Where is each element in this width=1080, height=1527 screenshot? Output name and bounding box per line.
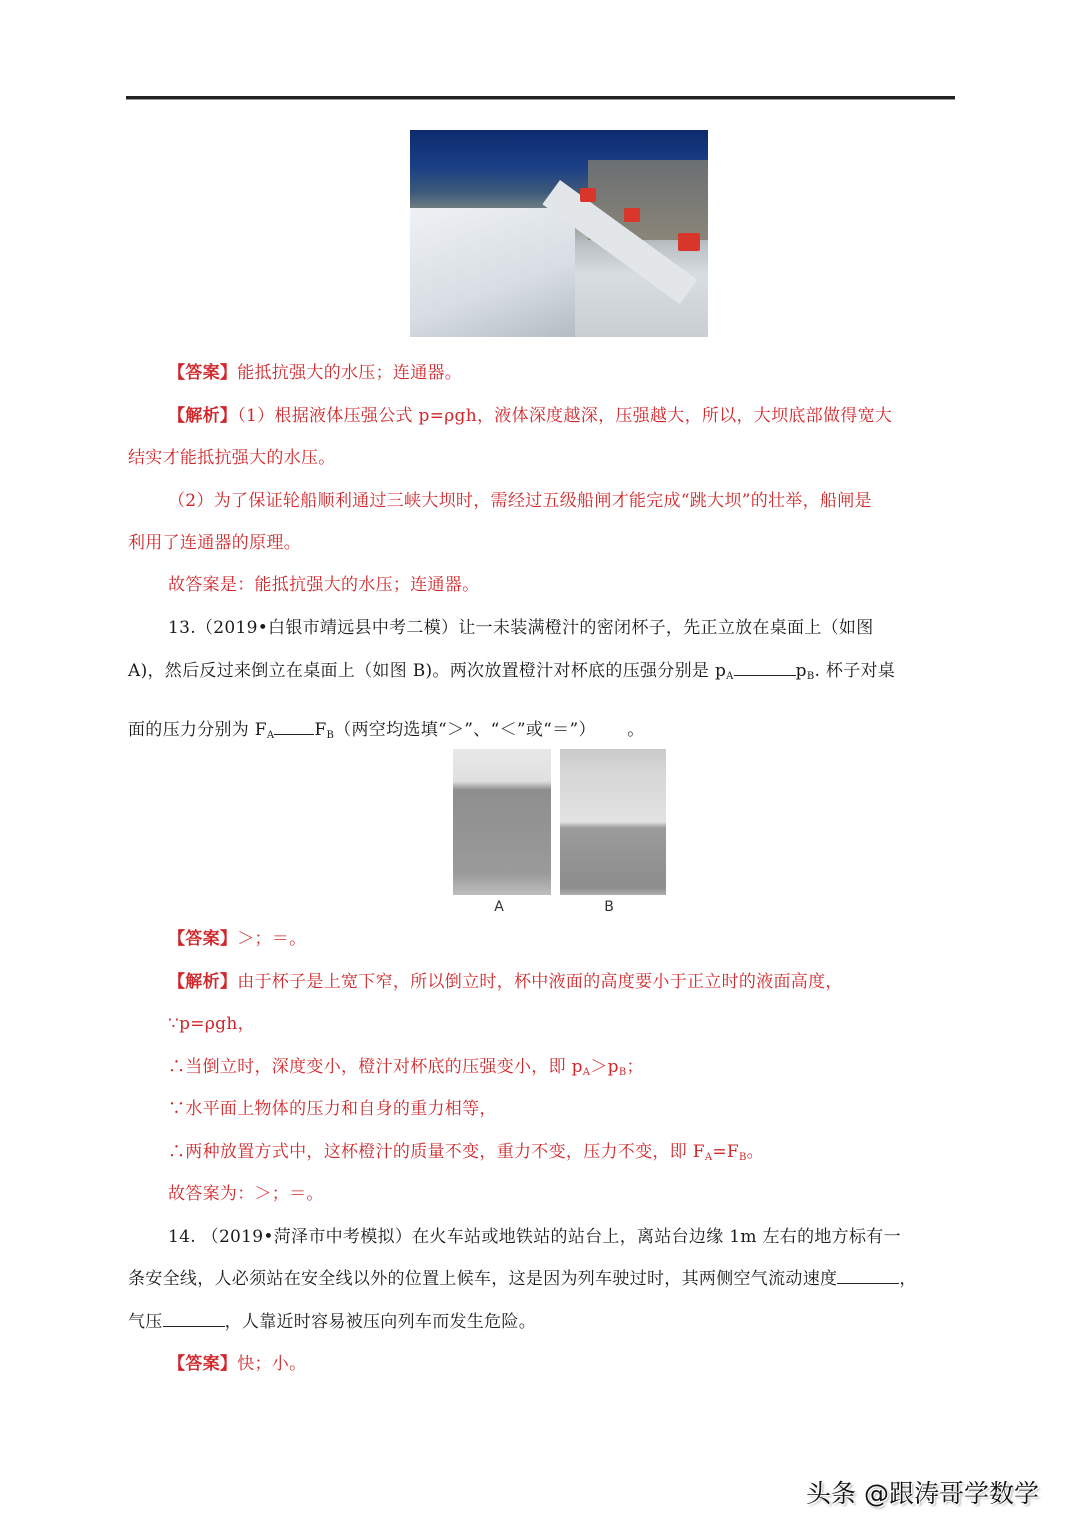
q14-line1: 14. （2019•菏泽市中考模拟）在火车站或地铁站的站台上，离站台边缘 1m 左右的地方标有一 bbox=[168, 1227, 901, 1247]
figure-label-a: A bbox=[494, 899, 504, 915]
q13-line2 bbox=[128, 660, 958, 688]
q12-final-answer: 故答案是：能抵抗强大的水压；连通器。 bbox=[168, 575, 480, 595]
answer-text: ＞；＝。 bbox=[237, 929, 307, 949]
analysis-text: （1）根据液体压强公式 p=ρgh，液体深度越深，压强越大，所以，大坝底部做得宽大 bbox=[237, 406, 893, 426]
f-letter: F bbox=[314, 720, 327, 740]
q13-text: 。 bbox=[627, 720, 645, 740]
gantry-crane bbox=[678, 233, 700, 251]
analysis-text: ＞p bbox=[590, 1057, 619, 1077]
answer-text: 能抵抗强大的水压；连通器。 bbox=[237, 363, 463, 383]
subscript: B bbox=[738, 1152, 747, 1163]
blank-1[interactable] bbox=[837, 1269, 899, 1284]
q14-answer bbox=[128, 1353, 998, 1375]
q13-analysis-line4: ∵水平面上物体的压力和自身的重力相等， bbox=[168, 1099, 497, 1119]
analysis-text: 。 bbox=[746, 1142, 764, 1162]
analysis-text: 由于杯子是上宽下窄，所以倒立时，杯中液面的高度要小于正立时的液面高度， bbox=[237, 972, 843, 992]
q13-answer bbox=[128, 928, 998, 950]
header-rule bbox=[126, 96, 955, 100]
cup-inverted bbox=[560, 749, 666, 895]
analysis-tag: 【解析】 bbox=[168, 972, 238, 992]
subscript: B bbox=[806, 671, 815, 682]
watermark: 头条 @跟涛哥学数学 bbox=[806, 1479, 1039, 1508]
q13-line1: 13.（2019•白银市靖远县中考二模）让一未装满橙汁的密闭杯子，先正立放在桌面上（如图 bbox=[168, 618, 874, 638]
analysis-text: ∴两种放置方式中，这杯橙汁的质量不变，重力不变，压力不变，即 F bbox=[168, 1142, 705, 1162]
cup-upright bbox=[453, 749, 551, 895]
q14-text: ， bbox=[899, 1269, 917, 1289]
cups-photo bbox=[453, 749, 666, 915]
gantry-crane bbox=[580, 188, 596, 202]
q13-text: A)，然后反过来倒立在桌面上（如图 B)。两次放置橙汁对杯底的压强分别是 p bbox=[128, 661, 727, 681]
analysis-text: =F bbox=[712, 1142, 739, 1162]
q13-line3 bbox=[128, 719, 958, 747]
q14-text: 气压 bbox=[128, 1312, 163, 1332]
p-letter: p bbox=[795, 661, 807, 681]
gantry-crane bbox=[624, 208, 640, 222]
q14-line2 bbox=[128, 1268, 958, 1290]
q14-text: ，人靠近时容易被压向列车而发生危险。 bbox=[224, 1312, 537, 1332]
q12-analysis-line2: 结实才能抵抗强大的水压。 bbox=[128, 448, 336, 468]
q13-analysis-line3 bbox=[128, 1056, 998, 1084]
q13-analysis-line2: ∵p=ρgh， bbox=[168, 1014, 255, 1034]
spillway-water bbox=[410, 208, 575, 337]
q12-analysis-line3: （2）为了保证轮船顺利通过三峡大坝时，需经过五级船闸才能完成“跳大坝”的壮举，船闸是 bbox=[168, 491, 872, 511]
subscript: A bbox=[726, 671, 734, 682]
q14-text: 条安全线，人必须站在安全线以外的位置上候车，这是因为列车驶过时，其两侧空气流动速度 bbox=[128, 1269, 838, 1289]
subscript: B bbox=[326, 730, 335, 741]
figure-label-b: B bbox=[604, 899, 614, 915]
q13-text: 面的压力分别为 F bbox=[128, 720, 267, 740]
q13-text: . 杯子对桌 bbox=[814, 661, 896, 681]
q12-analysis-line1 bbox=[128, 405, 998, 427]
q13-final-answer: 故答案为：＞；＝。 bbox=[168, 1184, 324, 1204]
analysis-text: ； bbox=[626, 1057, 644, 1077]
q12-answer bbox=[128, 362, 998, 384]
answer-tag: 【答案】 bbox=[168, 1354, 238, 1374]
q12-analysis-line4: 利用了连通器的原理。 bbox=[128, 533, 301, 553]
subscript: B bbox=[618, 1067, 627, 1078]
subscript: A bbox=[704, 1152, 713, 1163]
blank-1[interactable] bbox=[734, 661, 796, 676]
q13-analysis-line1 bbox=[128, 971, 998, 993]
q14-line3 bbox=[128, 1311, 958, 1333]
analysis-tag: 【解析】 bbox=[168, 406, 238, 426]
subscript: A bbox=[582, 1067, 591, 1078]
blank-2[interactable] bbox=[163, 1312, 225, 1327]
answer-tag: 【答案】 bbox=[168, 929, 238, 949]
dam-photo bbox=[410, 130, 708, 337]
analysis-text: ∴当倒立时，深度变小，橙汁对杯底的压强变小，即 p bbox=[168, 1057, 583, 1077]
answer-text: 快；小。 bbox=[237, 1354, 307, 1374]
subscript: A bbox=[266, 730, 275, 741]
answer-tag: 【答案】 bbox=[168, 363, 238, 383]
q13-text: （两空均选填“＞”、“＜”或“＝”） bbox=[334, 720, 588, 740]
q13-analysis-line5 bbox=[128, 1141, 998, 1169]
blank-2[interactable] bbox=[274, 720, 314, 735]
